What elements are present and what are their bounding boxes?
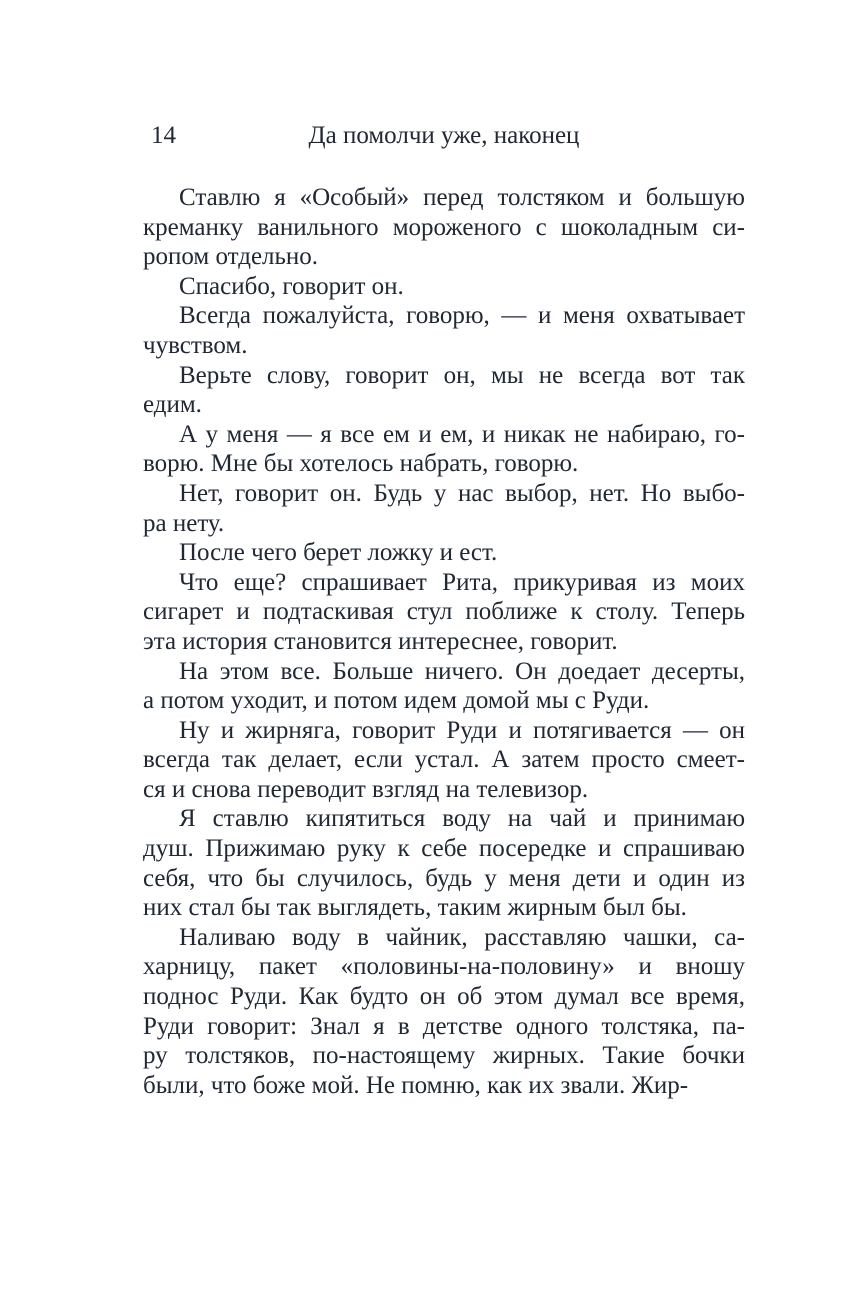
paragraph	[143, 657, 745, 716]
text-line: Ставлю я «Особый» перед толстяком и большую	[179, 184, 745, 211]
text-line: Спасибо, говорит он.	[179, 272, 404, 300]
text-line: Наливаю воду в чайник, расставляю чашки, са-	[179, 923, 745, 951]
text-line: были, что боже мой. Не помню, как их звали. Жир-	[143, 1071, 689, 1099]
text-line: ся и снова переводит взгляд на телевизор.	[143, 775, 589, 803]
text-line: чувством.	[143, 331, 248, 359]
text-line: После чего берет ложку и ест.	[179, 539, 498, 567]
running-header	[143, 121, 745, 151]
text-line: Всегда пожалуйста, говорю, — и меня охватывает	[179, 302, 745, 330]
text-line: А у меня — я все ем и ем, и никак не набираю, го-	[179, 420, 745, 448]
paragraph	[143, 361, 745, 420]
paragraph	[143, 538, 745, 568]
text-line: Верьте слову, говорит он, мы не всегда вот так	[179, 361, 745, 389]
text-line: На этом все. Больше ничего. Он доедает десерты,	[179, 657, 745, 685]
text-line: ра нету.	[143, 509, 225, 537]
text-line: креманку ванильного мороженого с шоколадным си-	[143, 213, 745, 241]
text-line: поднос Руди. Как будто он об этом думал все время,	[143, 983, 745, 1011]
page-number: 14	[151, 122, 176, 149]
text-line: харницу, пакет «половины-на-половину» и вношу	[143, 953, 745, 981]
text-line: ропом отдельно.	[143, 243, 319, 271]
text-line: себя, что бы случилось, будь у меня дети и один из	[143, 864, 745, 892]
text-line: а потом уходит, и потом идем домой мы с Руди.	[143, 687, 650, 715]
paragraph	[143, 479, 745, 538]
text-line: сигарет и подтаскивая стул поближе к столу. Теперь	[143, 598, 745, 626]
text-line: Что еще? спрашивает Рита, прикуривая из моих	[179, 568, 745, 596]
paragraph	[143, 420, 745, 479]
paragraph	[143, 183, 745, 272]
text-line: эта история становится интереснее, говорит.	[143, 627, 618, 655]
running-title: Да помолчи уже, наконец	[308, 122, 580, 149]
paragraph	[143, 272, 745, 302]
text-line: всегда так делает, если устал. А затем просто смеет-	[143, 746, 745, 774]
paragraph	[143, 568, 745, 657]
text-line: Нет, говорит он. Будь у нас выбор, нет. Но выбо-	[179, 479, 745, 507]
paragraph	[143, 716, 745, 805]
paragraph	[143, 301, 745, 360]
text-line: ру толстяков, по-настоящему жирных. Такие бочки	[143, 1042, 745, 1070]
text-line: душ. Прижимаю руку к себе посередке и спрашиваю	[143, 835, 745, 863]
paragraph	[143, 923, 745, 1101]
text-line: едим.	[143, 391, 202, 419]
text-line: Ну и жирняга, говорит Руди и потягивается — он	[179, 716, 745, 744]
text-line: Руди говорит: Знал я в детстве одного толстяка, па-	[143, 1012, 745, 1040]
text-line: ворю. Мне бы хотелось набрать, говорю.	[143, 450, 579, 478]
page-body	[143, 183, 745, 1100]
text-line: них стал бы так выглядеть, таким жирным был бы.	[143, 894, 687, 922]
paragraph	[143, 804, 745, 922]
text-line: Я ставлю кипятиться воду на чай и принимаю	[179, 805, 745, 833]
